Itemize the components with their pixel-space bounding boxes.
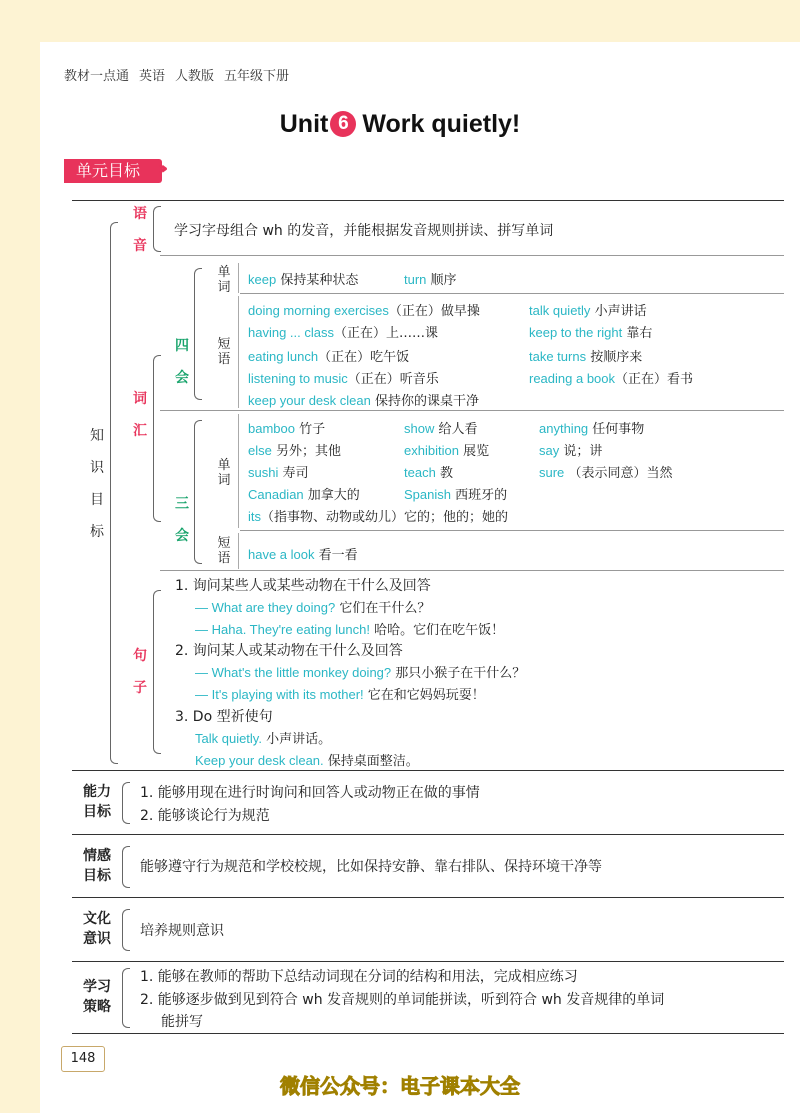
ability-item: 1. 能够用现在进行时询问和回答人或动物正在做的事情 [140,785,480,801]
chevron-right-icon: ››› [158,158,163,179]
divider-emotion [72,897,784,898]
four-word-item: keep 保持某种状态 [248,272,359,288]
three-word-item: anything 任何事物 [539,421,645,437]
knowledge-label: 知 识 目 标 [90,428,104,540]
three-word-item: say 说；讲 [539,443,603,459]
header-book: 教材一点通 [64,69,130,84]
four-skill-label: 四 会 [175,338,189,386]
four-skill-brace [194,268,202,400]
book-header [64,65,299,84]
four-phrase-item: doing morning exercises（正在）做早操 [248,303,480,319]
three-word-item: sure （表示同意）当然 [539,465,673,481]
four-words-label: 单 词 [217,265,231,295]
knowledge-brace [110,222,118,764]
ability-brace [122,782,130,824]
culture-text: 培养规则意识 [140,923,224,939]
four-words-vline [238,263,239,293]
sentence-line: Keep your desk clean. 保持桌面整洁。 [195,753,419,769]
emotion-label: 情感 目标 [83,848,111,884]
three-word-item: bamboo 竹子 [248,421,326,437]
table-top-line [72,200,784,201]
emotion-brace [122,846,130,888]
sentence-line: Talk quietly. 小声讲话。 [195,731,332,747]
footer-watermark: 微信公众号：电子课本大全 [280,1074,520,1098]
phonics-text: 学习字母组合 wh 的发音，并能根据发音规则拼读、拼写单词 [174,223,554,239]
sentence-line: — What are they doing? 它们在干什么？ [195,600,431,616]
strategy-label: 学习 策略 [83,979,111,1015]
unit-name: Work quietly! [362,110,521,138]
sentences-label: 句 子 [133,648,147,696]
sentences-brace [153,590,161,754]
unit-title [0,110,800,139]
four-phrase-item: keep to the right 靠右 [529,325,653,341]
vocab-brace [153,355,161,522]
four-phrases-label: 短 语 [217,337,231,367]
four-word-item: turn 顺序 [404,272,457,288]
divider-phonics [160,255,784,256]
four-phrase-item: eating lunch（正在）吃午饭 [248,349,410,365]
three-skill-label: 三 会 [175,496,189,544]
three-phrase-item: have a look 看一看 [248,547,358,563]
page-number: 148 [61,1046,105,1072]
culture-brace [122,909,130,951]
three-word-item: Canadian 加拿大的 [248,487,360,503]
divider-four-words [240,293,784,294]
three-word-item: else 另外；其他 [248,443,342,459]
header-grade: 五年级下册 [224,69,290,84]
divider-knowledge [72,770,784,771]
sentence-line: — Haha. They're eating lunch! 哈哈。它们在吃午饭！ [195,622,505,638]
vocab-label: 词 汇 [133,391,147,439]
unit-number-badge: 6 [330,111,356,137]
three-skill-brace [194,420,202,564]
phonics-brace [153,206,161,252]
three-word-item: teach 教 [404,465,453,481]
four-phrase-item: reading a book（正在）看书 [529,371,694,387]
divider-culture [72,961,784,962]
three-words-vline [238,414,239,528]
divider-ability [72,834,784,835]
three-word-item: show 给人看 [404,421,478,437]
three-words-label: 单 词 [217,458,231,488]
ability-item: 2. 能够谈论行为规范 [140,808,270,824]
sentence-group-title: 1. 询问某些人或某些动物在干什么及回答 [175,578,431,594]
strategy-item: 1. 能够在教师的帮助下总结动词现在分词的结构和用法，完成相应练习 [140,969,578,985]
sentence-group-title: 3. Do 型祈使句 [175,709,273,725]
table-bottom-line [72,1033,784,1034]
four-phrase-item: having ... class（正在）上……课 [248,325,439,341]
strategy-item: 2. 能够逐步做到见到符合 wh 发音规则的单词能拼读，听到符合 wh 发音规律的单词 [140,992,665,1008]
divider-three-words [240,530,784,531]
strategy-brace [122,968,130,1028]
ability-label: 能力 目标 [83,784,111,820]
culture-label: 文化 意识 [83,911,111,947]
four-phrase-item: keep your desk clean 保持你的课桌干净 [248,393,480,409]
four-phrase-item: take turns 按顺序来 [529,349,643,365]
section-tag: 单元目标 [64,159,162,183]
divider-vocab-sentences [160,570,784,571]
phonics-label: 语 音 [133,206,147,254]
emotion-text: 能够遵守行为规范和学校校规，比如保持安静、靠右排队、保持环境干净等 [140,859,602,875]
four-phrase-item: talk quietly 小声讲话 [529,303,647,319]
four-phrases-vline [238,296,239,408]
three-word-item: exhibition 展览 [404,443,490,459]
sentence-group-title: 2. 询问某人或某动物在干什么及回答 [175,643,403,659]
sentence-line: — What's the little monkey doing? 那只小猴子在干什么？ [195,665,526,681]
header-edition: 人教版 [175,69,215,84]
divider-four-three [160,410,784,411]
three-phrases-vline [238,533,239,569]
header-subject: 英语 [139,69,166,84]
unit-prefix: Unit [279,110,329,138]
three-word-item: sushi 寿司 [248,465,309,481]
strategy-item-cont: 能拼写 [161,1014,203,1030]
three-word-item: Spanish 西班牙的 [404,487,508,503]
sentence-line: — It's playing with its mother! 它在和它妈妈玩耍！ [195,687,485,703]
four-phrase-item: listening to music（正在）听音乐 [248,371,439,387]
three-word-item: its（指事物、动物或幼儿）它的；他的；她的 [248,509,509,525]
three-phrases-label: 短 语 [217,536,231,566]
